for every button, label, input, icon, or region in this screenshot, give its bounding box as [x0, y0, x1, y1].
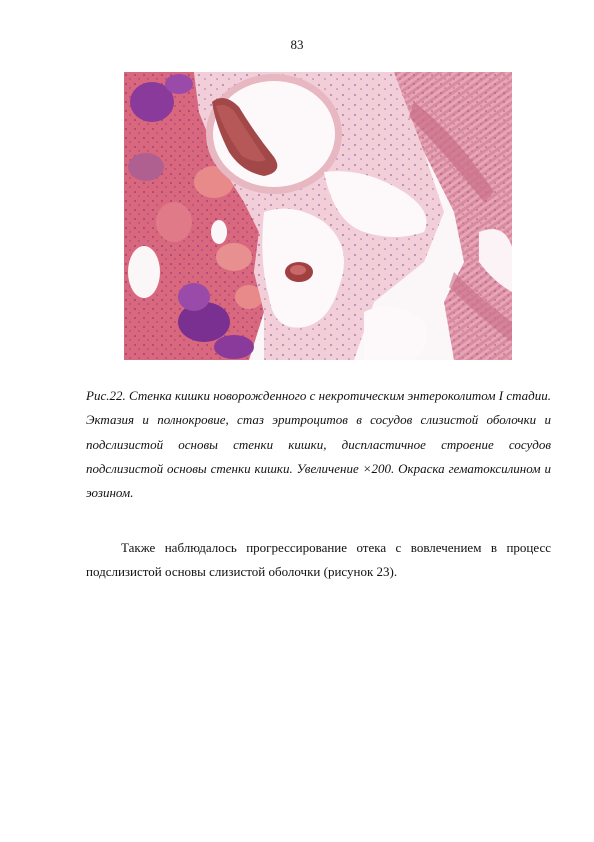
figure-caption-text: Стенка кишки новорожденного с некротическим энтероколитом I стадии. Эктазия и полнокровие, стаз эритроцитов в сосудов слизистой оболочки и подслизистой основы стенки кишки, диспластичное строение сосудов подслизистой основы стенки кишки. Увеличение ×200. Окраска гематоксилином и эозином. [86, 388, 552, 501]
histology-micrograph [124, 72, 512, 360]
page-number: 83 [290, 37, 304, 52]
body-paragraph: Также наблюдалось прогрессирование отека с вовлечением в процесс подслизистой основы слизистой оболочки (рисунок 23). [86, 540, 551, 579]
figure-caption [86, 384, 551, 505]
figure-label: Рис.22. [86, 388, 126, 403]
